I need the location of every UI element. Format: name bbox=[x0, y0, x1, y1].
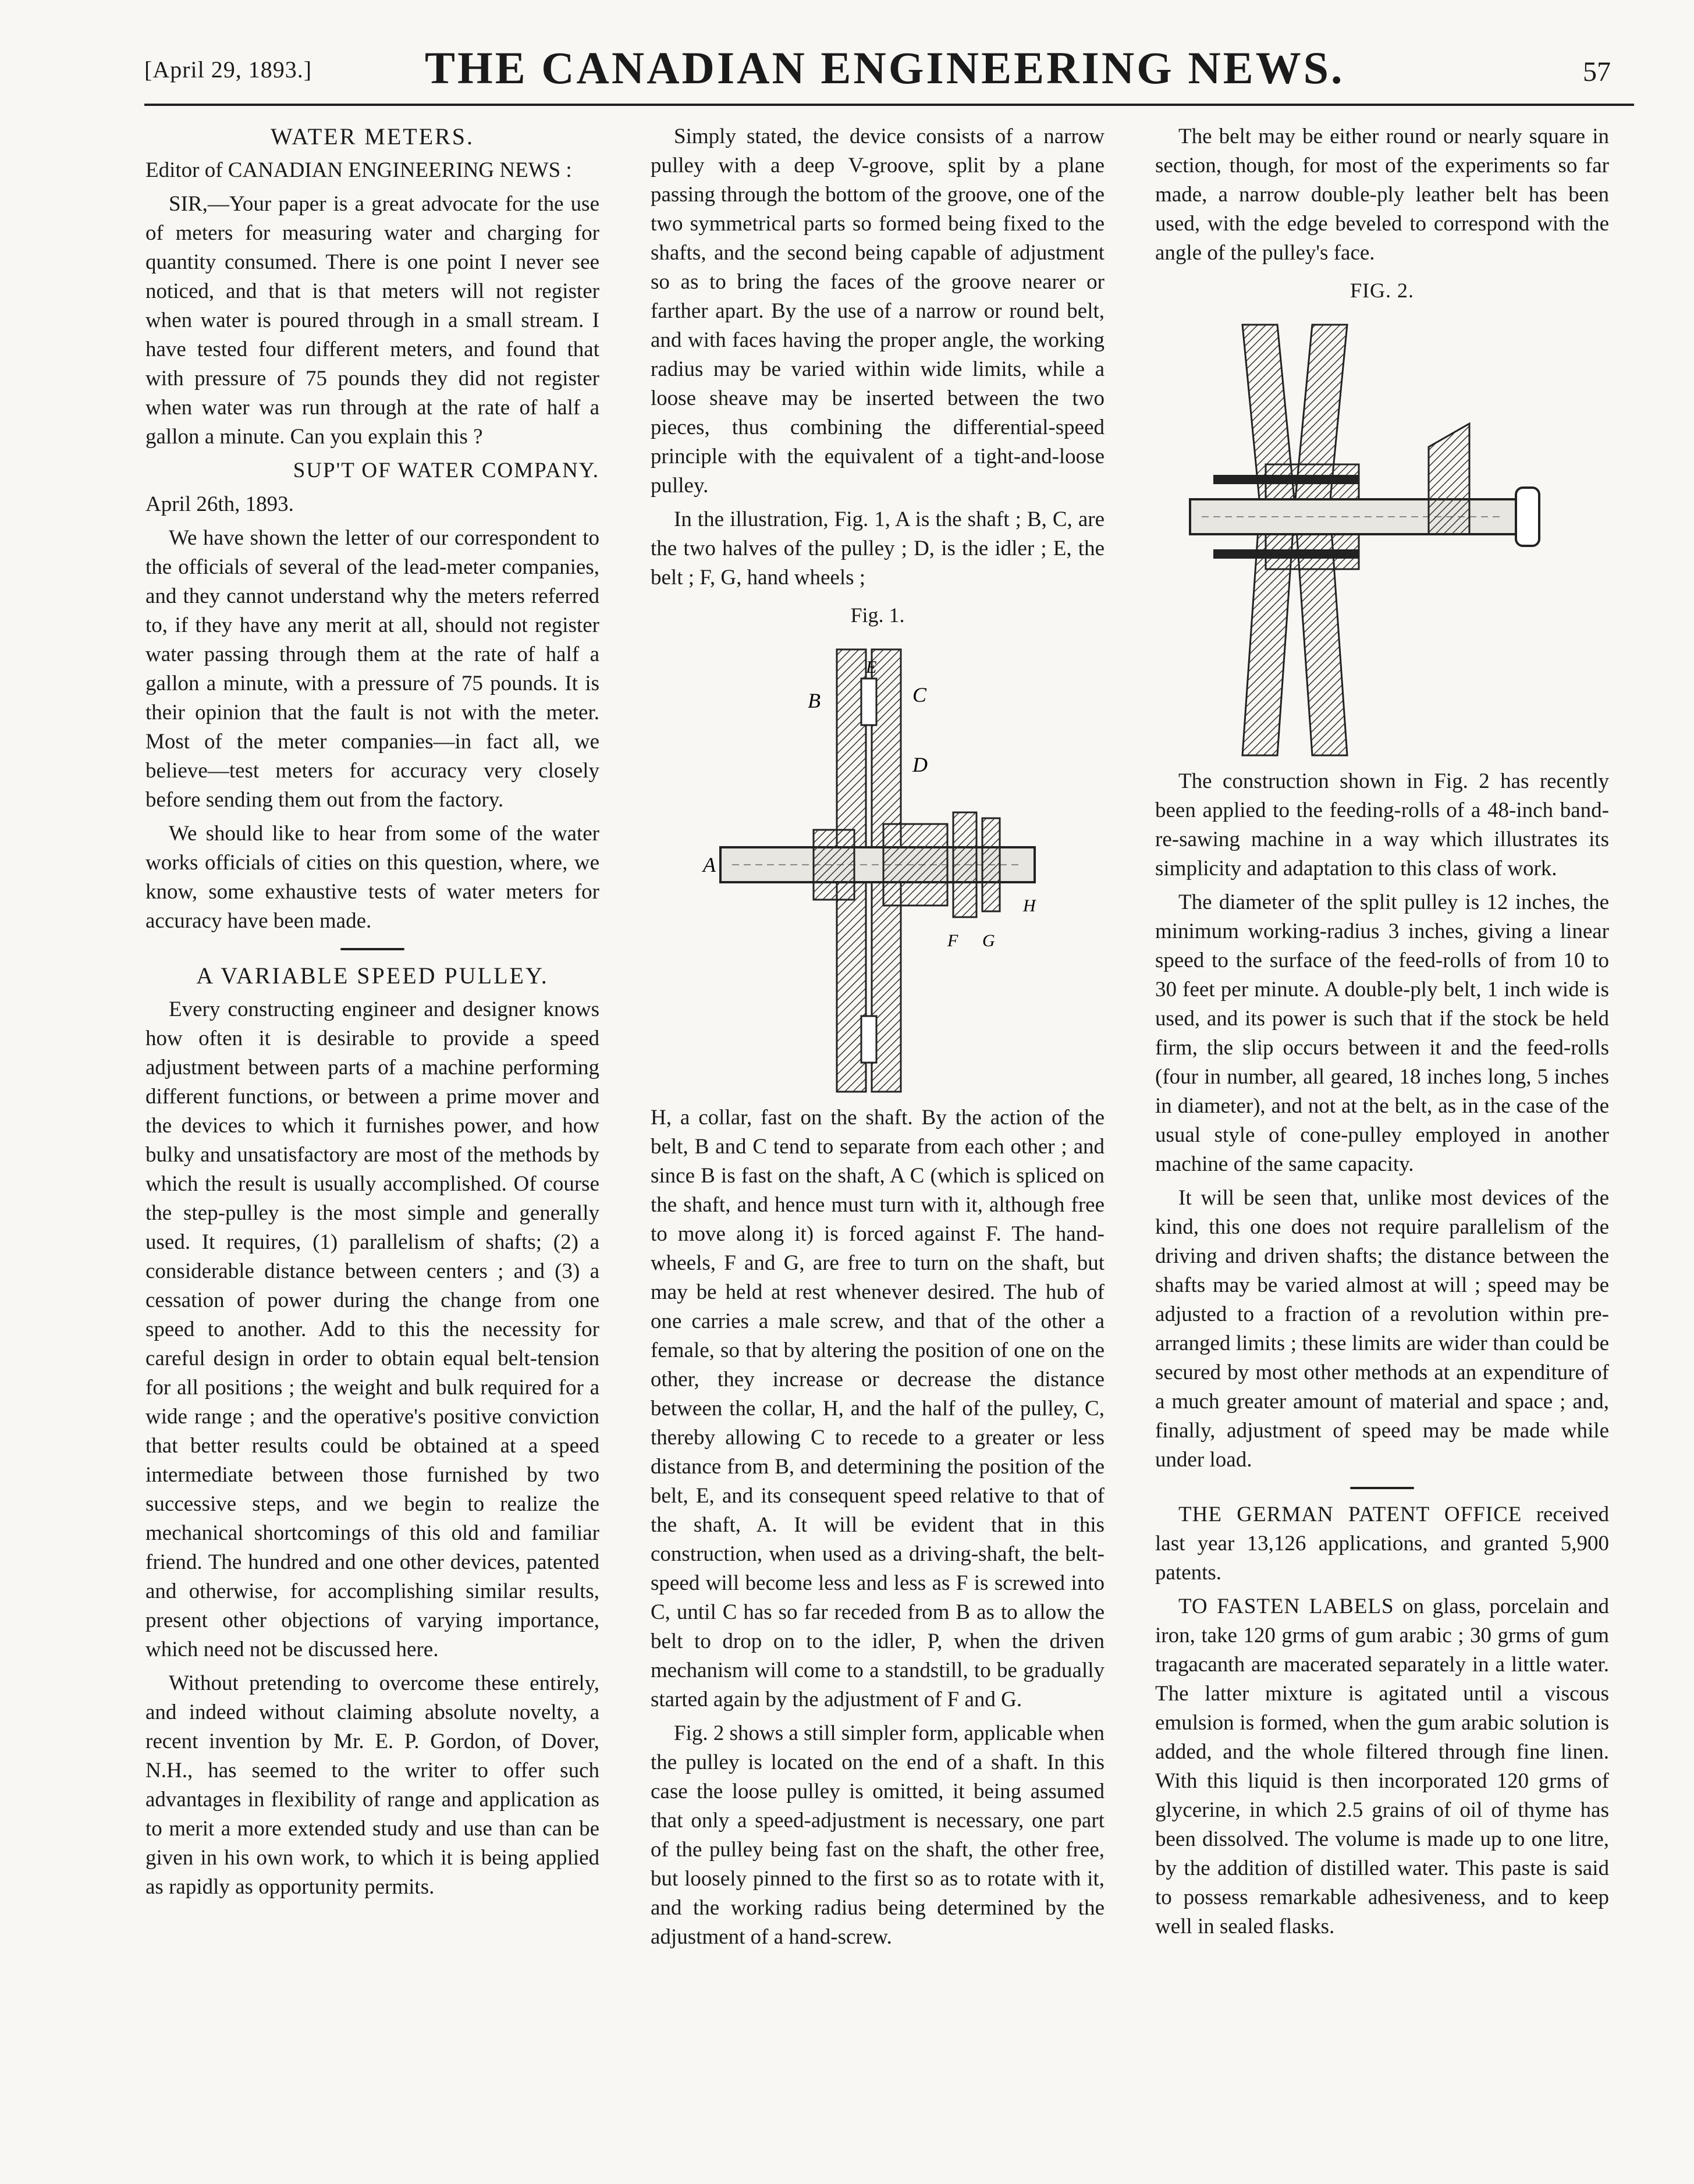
fig1-label-e: E bbox=[866, 658, 877, 677]
fig1-belt-top bbox=[861, 679, 876, 725]
pulley-heading: A VARIABLE SPEED PULLEY. bbox=[196, 963, 549, 989]
header-rule bbox=[144, 104, 1634, 106]
fig2-hand-screw bbox=[1516, 488, 1539, 546]
fig2-illustration bbox=[1155, 313, 1609, 767]
fig1-hand-wheel-g bbox=[982, 818, 1000, 911]
fig1-label-h: H bbox=[1023, 896, 1036, 915]
editor-reply-1: We have shown the letter of our correspondent to the officials of several of the lead-meter companies, and they cannot understand why the meters referred to, if they have any merit at all, should not register water passing through them at the rate of half a gallon a minute, with a pressure of 75 pounds. It is their opinion that the fault is not with the meter. Most of the meter companies—in fact all, we believe—test meters for accuracy very closely before sending them out from the factory. bbox=[145, 526, 599, 812]
issue-date: [April 29, 1893.] bbox=[144, 56, 312, 83]
letter-body: SIR,—Your paper is a great advocate for the use of meters for measuring water and charging for quantity consumed. There is one point I never see noticed, and that is that meters will not register when water is poured through in a small stream. I have tested four different meters, and found that with pressure of 75 pounds they did not register when water was run through at the rate of half a gallon a minute. Can you explain this ? bbox=[145, 192, 599, 449]
pulley-paragraph-9: The diameter of the split pulley is 12 inches, the minimum working-radius 3 inches, giving a linear speed to the surface of the feed-rolls of from 10 to 30 feet per minute. A double-ply belt, 1 inch wide is used, and its power is such that if the stock be held firm, the slip occurs between it and the feed-rolls (four in number, all geared, 18 inches long, 5 inches in diameter), and not at the belt, as in the case of the usual style of cone-pulley employed in another machine of the same capacity. bbox=[1155, 890, 1609, 1176]
letter-date: April 26th, 1893. bbox=[145, 492, 294, 516]
german-patent-text: received last year 13,126 applications, and granted 5,900 patents. bbox=[1155, 1503, 1609, 1585]
labels-paragraph bbox=[1155, 1592, 1609, 1941]
fig2-caption: FIG. 2. bbox=[1349, 279, 1414, 302]
masthead-title: THE CANADIAN ENGINEERING NEWS. bbox=[425, 42, 1345, 93]
pulley-paragraph-6: Fig. 2 shows a still simpler form, applicable when the pulley is located on the end of a shaft. In this case the loose pulley is omitted, it being assumed that only a speed-adjustment is necessary, one part of the pulley being fast on the shaft, the other free, but loosely pinned to the first so as to rotate with it, and the working radius being determined by the adjustment of a hand-screw. bbox=[651, 1721, 1105, 1949]
column-2 bbox=[651, 122, 1105, 1952]
fig1-caption: Fig. 1. bbox=[850, 603, 905, 627]
letter-salutation: Editor of CANADIAN ENGINEERING NEWS : bbox=[145, 158, 572, 182]
editor-reply-2: We should like to hear from some of the water works officials of cities on this question, where, we know, some exhaustive tests of water meters for accuracy have been made. bbox=[145, 822, 599, 933]
pulley-paragraph-10: It will be seen that, unlike most devices of the kind, this one does not require parallelism of the driving and driven shafts; the distance between the shafts may be varied almost at will ; speed may be adjusted to a fraction of a revolution within pre-arranged limits ; these limits are wider than could be secured by most other methods at an expenditure of a much greater amount of material and space ; and, finally, adjustment of speed may be made while under load. bbox=[1155, 1186, 1609, 1472]
fig1-label-g: G bbox=[982, 931, 995, 950]
pulley-paragraph-2: Without pretending to overcome these entirely, and indeed without claiming absolute novelty, a recent invention by Mr. E. P. Gordon, of Dover, N.H., has seemed to the writer to offer such advantages in flexibility of range and application as to merit a more extended study and use than can be given in his own work, to which it is being applied as rapidly as opportunity permits. bbox=[145, 1671, 599, 1899]
labels-text: on glass, porcelain and iron, take 120 grms of gum arabic ; 30 grms of gum tragacanth are macerated separately in a little water. The latter mixture is agitated until a viscous emulsion is formed, when the gum arabic solution is added, and the whole filtered through fine linen. With this liquid is then incorporated 120 grms of glycerine, in which 2.5 grains of oil of thyme has been dissolved. The volume is made up to one litre, by the addition of distilled water. This paste is said to possess remarkable adhesiveness, and to keep well in sealed flasks. bbox=[1155, 1595, 1609, 1938]
section-divider-2 bbox=[1155, 1482, 1609, 1493]
letter-signature: SUP'T OF WATER COMPANY. bbox=[293, 459, 599, 482]
pulley-paragraph-7: The belt may be either round or nearly square in section, though, for most of the experiments so far made, a narrow double-ply leather belt has been used, with the edge beveled to correspond with the angle of the pulley's face. bbox=[1155, 125, 1609, 265]
fig1-illustration bbox=[651, 638, 1105, 1103]
pulley-paragraph-8: The construction shown in Fig. 2 has recently been applied to the feeding-rolls of a 48-inch band-re-sawing machine in a way which illustrates its simplicity and adaptation to this class of work. bbox=[1155, 769, 1609, 880]
water-meters-heading: WATER METERS. bbox=[270, 123, 475, 150]
fig1-label-a: A bbox=[703, 853, 716, 876]
fig1-belt-bottom bbox=[861, 1016, 876, 1063]
pulley-paragraph-1: Every constructing engineer and designer knows how often it is desirable to provide a speed adjustment between parts of a machine performing different functions, or between a prime mover and the devices to which it furnishes power, and how bulky and unsatisfactory are most of the methods by which the result is usually accomplished. Of course the step-pulley is the most simple and generally used. It requires, (1) parallelism of shafts; (2) a considerable distance between centers ; and (3) a cessation of power during the change from one speed to another. Add to this the necessity for careful design in order to obtain equal belt-tension for all positions ; the weight and bulk required for a wide range ; and the operative's positive conviction that better results could be obtained at a speed intermediate between those furnished by two successive steps, and we begin to realize the mechanical shortcomings of this old and familiar friend. The hundred and one other devices, patented and otherwise, for accomplishing similar results, present other objections of varying importance, which need not be discussed here. bbox=[145, 997, 599, 1661]
pulley-paragraph-3: Simply stated, the device consists of a narrow pulley with a deep V-groove, split by a plane passing through the bottom of the groove, one of the two symmetrical parts so formed being fixed to the shafts, and the second being capable of adjustment so as to bring the faces of the groove nearer or farther apart. By the use of a narrow or round belt, and with faces having the proper angle, the working radius may be varied within wide limits, while a loose sheave may be inserted between the two pieces, thus combining the differential-speed principle with the equivalent of a tight-and-loose pulley. bbox=[651, 125, 1105, 498]
fig1-pulley-drawing bbox=[697, 638, 1058, 1103]
german-patent-lead: THE GERMAN PATENT OFFICE bbox=[1178, 1503, 1522, 1526]
fig1-hand-wheel-f bbox=[953, 812, 976, 917]
fig1-label-b: B bbox=[808, 689, 821, 712]
page-number: 57 bbox=[1583, 56, 1611, 87]
pulley-paragraph-4: In the illustration, Fig. 1, A is the shaft ; B, C, are the two halves of the pulley ; D, is the idler ; E, the belt ; F, G, hand wheels ; bbox=[651, 507, 1105, 589]
labels-lead: TO FASTEN LABELS bbox=[1178, 1595, 1394, 1618]
column-1 bbox=[145, 122, 599, 1902]
column-3 bbox=[1155, 122, 1609, 1941]
fig1-label-c: C bbox=[912, 683, 927, 706]
fig1-label-d: D bbox=[912, 753, 928, 776]
german-patent-paragraph bbox=[1155, 1500, 1609, 1588]
fig1-label-f: F bbox=[947, 931, 958, 950]
pulley-paragraph-5: H, a collar, fast on the shaft. By the action of the belt, B and C tend to separate from each other ; and since B is fast on the shaft, A C (which is spliced on the shaft, and hence must turn with it, although free to move along it) is forced against F. The hand-wheels, F and G, are free to turn on the shaft, but may be held at rest whenever desired. The hub of one carries a male screw, and that of the other a female, so that by altering the position of one on the other, they increase or decrease the distance between the collar, H, and the half of the pulley, C, thereby allowing C to recede to a greater or less distance from B, and determining the position of the belt, E, and its consequent speed relative to that of the shaft, A. It will be evident that in this construction, when used as a driving-shaft, the belt-speed will become less and less as F is screwed into C, until C has so far receded from B as to allow the belt to drop on to the idler, P, when the driven mechanism will come to a standstill, to be gradually started again by the adjustment of F and G. bbox=[651, 1106, 1105, 1711]
fig2-bracket bbox=[1429, 424, 1469, 534]
fig2-pulley-drawing bbox=[1178, 313, 1586, 767]
section-divider bbox=[145, 943, 599, 954]
